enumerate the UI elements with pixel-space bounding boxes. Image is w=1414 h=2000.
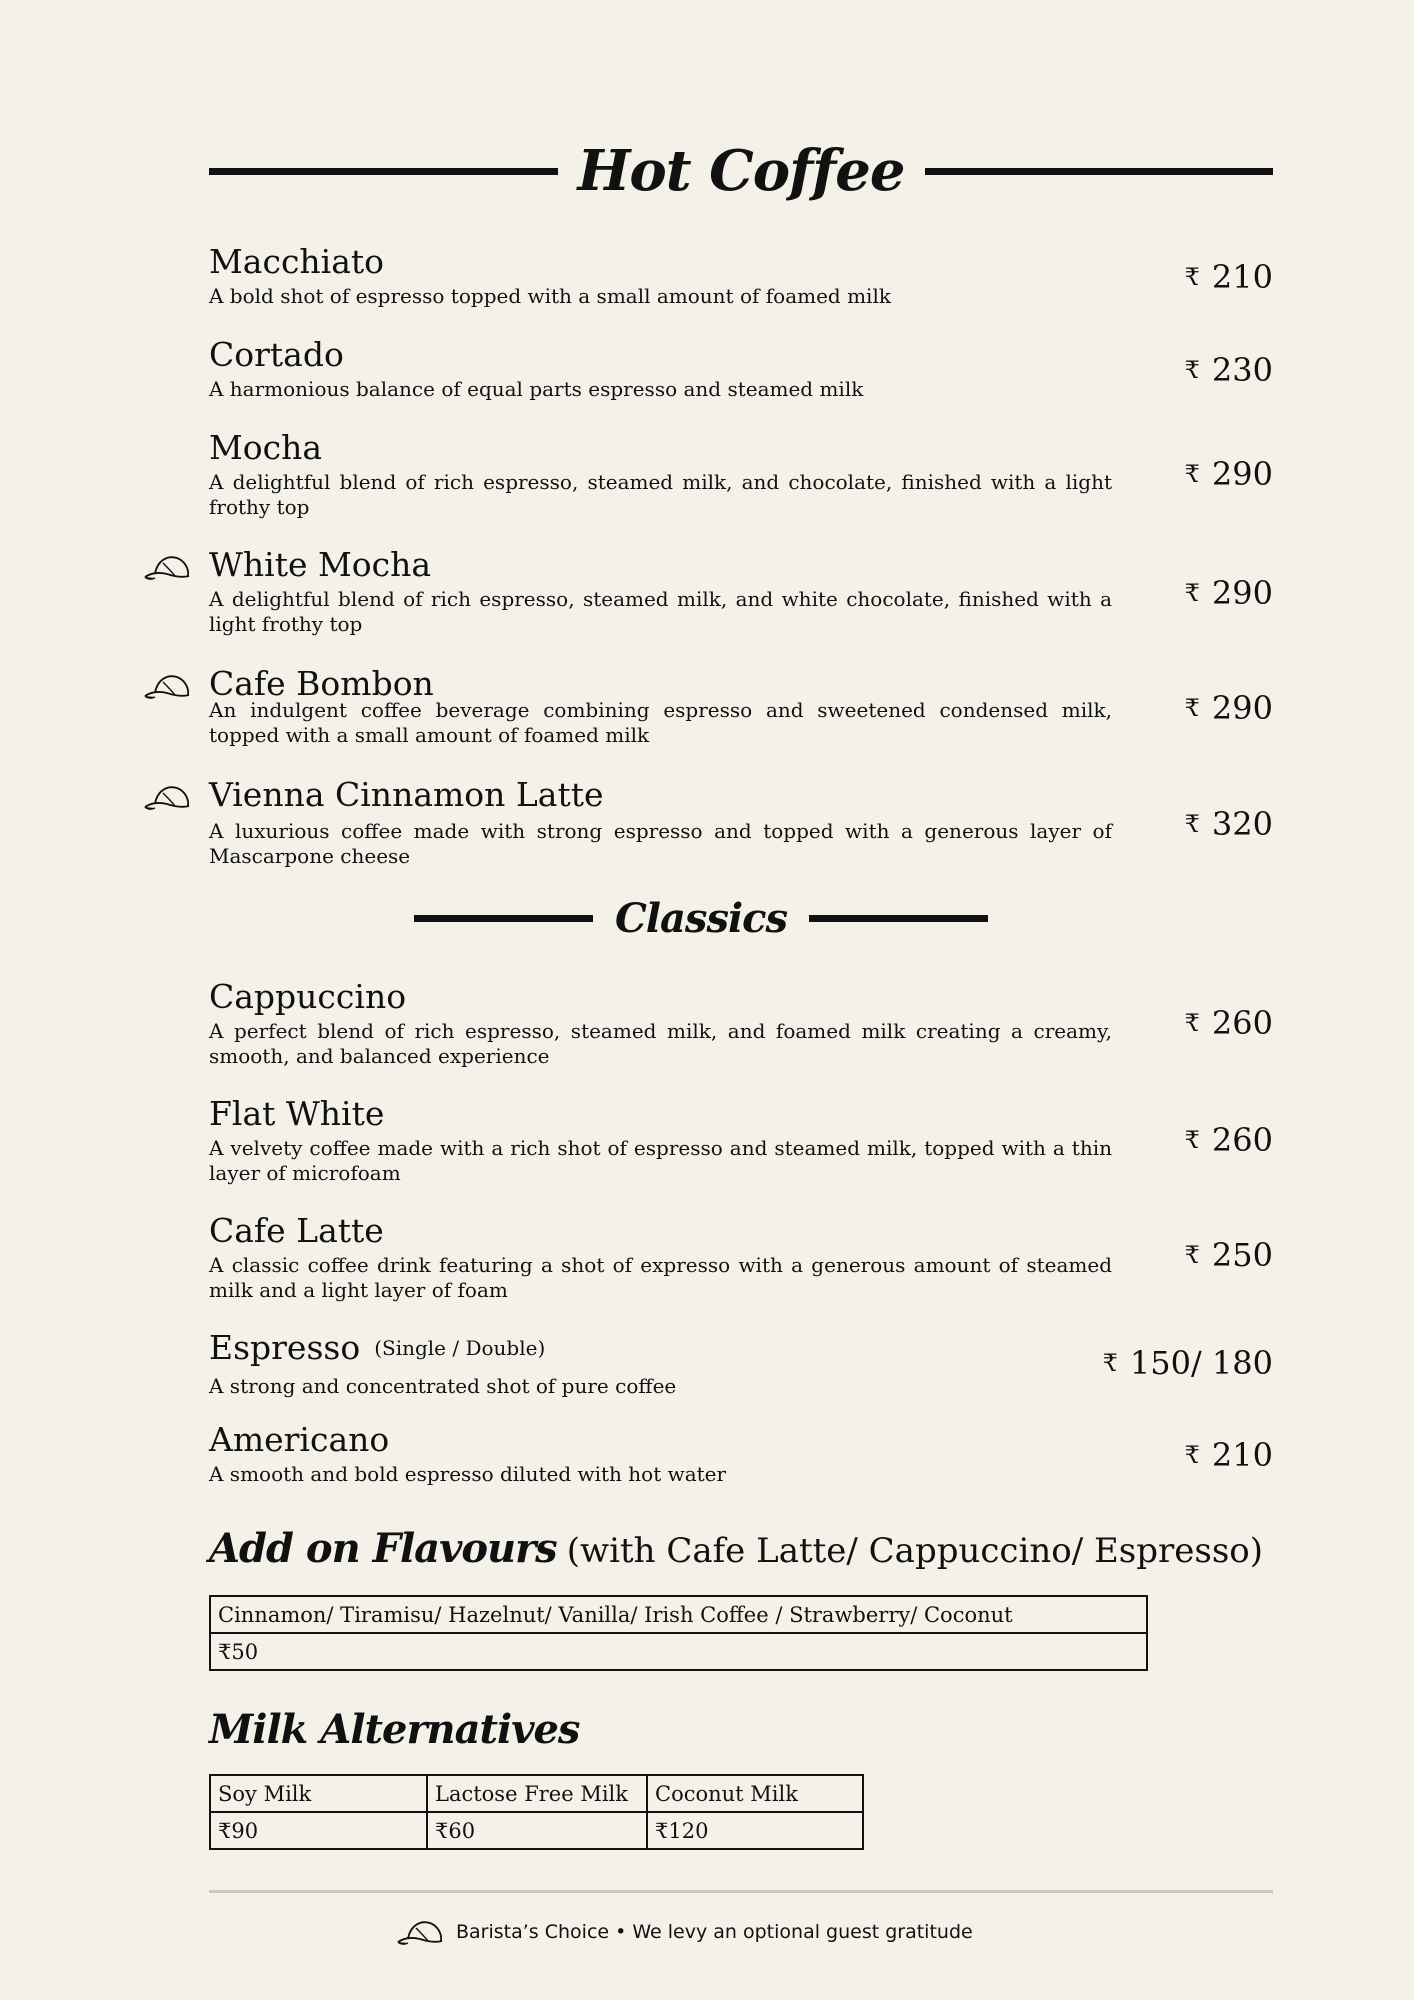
menu-item-white-mocha	[209, 545, 1273, 637]
heading-rule-left	[209, 168, 558, 175]
item-price	[1185, 1004, 1273, 1042]
add-on-subtitle: (with Cafe Latte/ Cappuccino/ Espresso)	[566, 1531, 1264, 1571]
table-row	[210, 1812, 863, 1849]
price-value: 260	[1211, 1004, 1273, 1042]
rupee-symbol: ₹	[1184, 1241, 1200, 1269]
item-description: A harmonious balance of equal parts espresso and steamed milk	[209, 377, 864, 401]
milk-alternatives-table	[209, 1774, 864, 1850]
item-name: Cortado	[209, 335, 344, 374]
price-value: 320	[1211, 805, 1273, 843]
milk-name-cell: Lactose Free Milk	[427, 1775, 647, 1812]
item-name: Cafe Latte	[209, 1211, 384, 1250]
item-description: A classic coffee drink featuring a shot of expresso with a generous amount of steamed milk and a light layer of foam	[209, 1253, 1112, 1302]
item-description: A perfect blend of rich espresso, steamed milk, and foamed milk creating a creamy, smooth, and balanced experience	[209, 1019, 1112, 1068]
item-name: Vienna Cinnamon Latte	[209, 775, 604, 814]
menu-item-americano	[209, 1420, 1273, 1487]
barista-choice-icon	[141, 670, 193, 702]
item-price	[1185, 258, 1273, 296]
menu-item-mocha	[209, 428, 1273, 520]
milk-name-cell: Soy Milk	[210, 1775, 427, 1812]
table-row	[210, 1633, 1147, 1670]
milk-alternatives-heading	[209, 1706, 579, 1753]
price-value: 210	[1211, 258, 1273, 296]
item-size-note: (Single / Double)	[374, 1336, 546, 1360]
barista-choice-icon	[141, 781, 193, 813]
menu-item-cappuccino	[209, 977, 1273, 1069]
price-value: 290	[1211, 689, 1273, 727]
milk-name-cell: Coconut Milk	[647, 1775, 863, 1812]
item-price	[1103, 1344, 1273, 1382]
price-value: 210	[1211, 1436, 1273, 1474]
item-description: A smooth and bold espresso diluted with hot water	[209, 1462, 727, 1486]
menu-item-espresso	[209, 1328, 1273, 1399]
menu-item-macchiato	[209, 242, 1273, 309]
item-name: Cappuccino	[209, 977, 407, 1016]
rupee-symbol: ₹	[1184, 579, 1200, 607]
add-on-title: Add on Flavours	[209, 1525, 557, 1572]
heading-rule-right	[925, 168, 1274, 175]
rupee-symbol: ₹	[1102, 1349, 1118, 1377]
barista-choice-icon	[394, 1916, 446, 1948]
rupee-symbol: ₹	[1184, 356, 1200, 384]
rupee-symbol: ₹	[1184, 1441, 1200, 1469]
item-description: A bold shot of espresso topped with a small amount of foamed milk	[209, 284, 891, 308]
item-description: A luxurious coffee made with strong espresso and topped with a generous layer of Mascarpone cheese	[209, 819, 1112, 868]
item-price	[1185, 805, 1273, 843]
menu-item-cafe-latte	[209, 1211, 1273, 1303]
rupee-symbol: ₹	[1184, 694, 1200, 722]
item-price	[1185, 574, 1273, 612]
item-description: A delightful blend of rich espresso, steamed milk, and chocolate, finished with a light frothy top	[209, 470, 1112, 519]
milk-price-cell: ₹120	[647, 1812, 863, 1849]
price-value: 290	[1211, 574, 1273, 612]
rupee-symbol: ₹	[1184, 460, 1200, 488]
item-name: Macchiato	[209, 242, 385, 281]
flavours-table	[209, 1595, 1148, 1671]
item-description: A delightful blend of rich espresso, steamed milk, and white chocolate, finished with a light frothy top	[209, 587, 1112, 636]
item-price	[1185, 351, 1273, 389]
footer-note	[394, 1916, 973, 1948]
item-price	[1185, 455, 1273, 493]
item-name: Americano	[209, 1420, 390, 1459]
menu-item-cortado	[209, 335, 1273, 402]
heading-rule-right	[809, 915, 988, 922]
price-value: 230	[1211, 351, 1273, 389]
menu-item-flat-white	[209, 1094, 1273, 1186]
footer-text: Barista’s Choice • We levy an optional guest gratitude	[456, 1921, 973, 1943]
item-price	[1185, 689, 1273, 727]
flavours-price-cell: ₹50	[210, 1633, 1147, 1670]
item-name: Mocha	[209, 428, 323, 467]
rupee-symbol: ₹	[1184, 810, 1200, 838]
price-value: 250	[1211, 1236, 1273, 1274]
flavours-list-cell: Cinnamon/ Tiramisu/ Hazelnut/ Vanilla/ Irish Coffee / Strawberry/ Coconut	[210, 1596, 1147, 1633]
price-value: 260	[1211, 1121, 1273, 1159]
rupee-symbol: ₹	[1184, 1009, 1200, 1037]
milk-price-cell: ₹60	[427, 1812, 647, 1849]
item-description: An indulgent coffee beverage combining espresso and sweetened condensed milk, topped with a small amount of foamed milk	[209, 698, 1112, 747]
hot-coffee-title: Hot Coffee	[577, 138, 905, 204]
barista-choice-icon	[141, 551, 193, 583]
add-on-flavours-heading	[209, 1525, 1263, 1572]
item-description: A strong and concentrated shot of pure coffee	[209, 1374, 677, 1398]
table-row	[210, 1596, 1147, 1633]
item-price	[1185, 1236, 1273, 1274]
heading-rule-left	[414, 915, 593, 922]
item-name-text: Espresso	[209, 1328, 361, 1367]
item-price	[1185, 1121, 1273, 1159]
table-row	[210, 1775, 863, 1812]
item-name: White Mocha	[209, 545, 432, 584]
item-name: Cafe Bombon	[209, 664, 434, 703]
item-name: Flat White	[209, 1094, 385, 1133]
classics-title: Classics	[614, 895, 788, 942]
item-price	[1185, 1436, 1273, 1474]
classics-heading	[414, 895, 988, 942]
milk-price-cell: ₹90	[210, 1812, 427, 1849]
rupee-symbol: ₹	[1184, 1126, 1200, 1154]
item-description: A velvety coffee made with a rich shot of espresso and steamed milk, topped with a thin layer of microfoam	[209, 1136, 1112, 1185]
price-value: 290	[1211, 455, 1273, 493]
menu-item-cafe-bombon	[209, 664, 1273, 748]
milk-title: Milk Alternatives	[209, 1706, 580, 1753]
hot-coffee-heading	[209, 138, 1273, 204]
menu-item-vienna-cinnamon-latte	[209, 775, 1273, 869]
price-value: 150/ 180	[1129, 1344, 1273, 1382]
rupee-symbol: ₹	[1184, 263, 1200, 291]
footer-divider	[209, 1890, 1273, 1893]
